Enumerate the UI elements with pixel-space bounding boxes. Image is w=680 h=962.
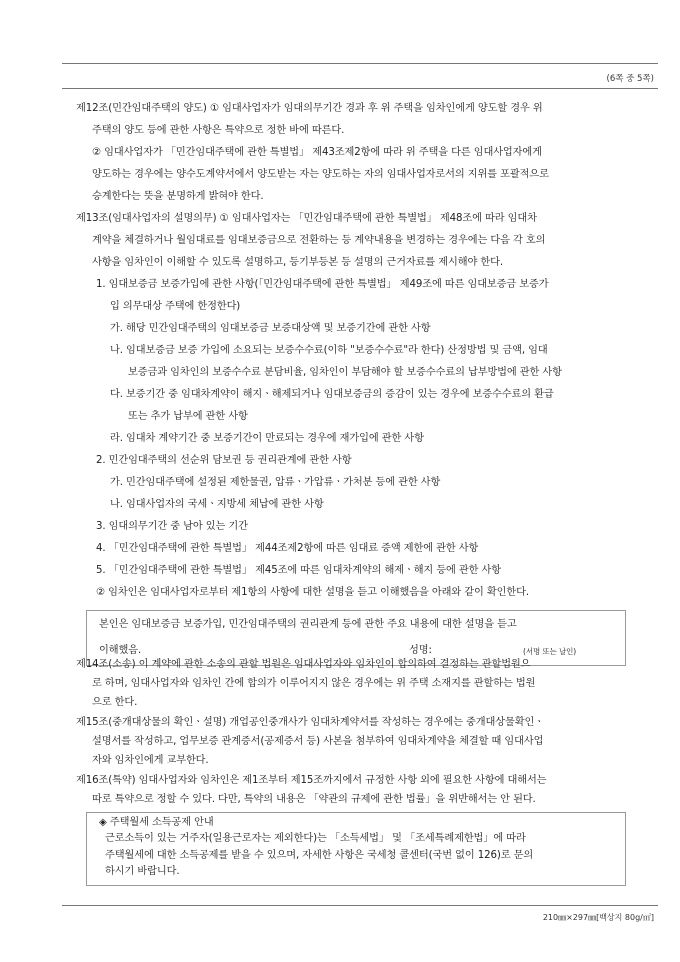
article13-item1-line2: 입 의무대상 주택에 한정한다) — [110, 301, 241, 312]
notice-line3: 하시기 바랍니다. — [105, 866, 180, 877]
article14-line1: 제14조(소송) 이 계약에 관한 소송의 관할 법원은 임대사업자와 임차인이 합의하여 결정하는 관할법원으 — [76, 659, 531, 670]
article15-line2: 설명서를 작성하고, 업무보증 관계증서(공제증서 등) 사본을 첨부하여 임대차계약을 체결할 때 임대사업 — [92, 736, 544, 747]
notice-line1: 근로소득이 있는 거주자(일용근로자는 제외한다)는 「소득세법」 및 「조세특례제한법」에 따라 — [105, 833, 526, 844]
article14-line3: 으로 한다. — [92, 697, 138, 708]
confirm-line1: 본인은 임대보증금 보증가입, 민간임대주택의 권리관계 등에 관한 주요 내용에 대한 설명을 듣고 — [99, 619, 517, 630]
notice-box — [86, 812, 626, 886]
article13-item2-ga: 가. 민간임대주택에 설정된 제한물권, 압류ㆍ가압류ㆍ가처분 등에 관한 사항 — [110, 477, 441, 488]
signature-hint: (서명 또는 날인) — [523, 647, 577, 656]
article13-line1: 제13조(임대사업자의 설명의무) ① 임대사업자는 「민간임대주택에 관한 특별법」 제48조에 따라 임대차 — [76, 213, 537, 224]
article13-item1-da-line2: 또는 추가 납부에 관한 사항 — [128, 411, 248, 422]
article13-item3: 3. 임대의무기간 중 남아 있는 기간 — [96, 521, 248, 532]
article16-line2: 따로 특약으로 정할 수 있다. 다만, 특약의 내용은 「약관의 규제에 관한 법률」을 위반해서는 안 된다. — [92, 794, 536, 805]
article13-item1-line1: 1. 임대보증금 보증가입에 관한 사항(「민간임대주택에 관한 특별법」 제49조에 따른 임대보증금 보증가 — [96, 279, 549, 290]
article13-item5: 5. 「민간임대주택에 관한 특별법」 제45조에 따른 임대차계약의 해제ㆍ해지 등에 관한 사항 — [96, 565, 502, 576]
signature-label: 성명: — [409, 645, 432, 656]
article12-p2-line1: ② 임대사업자가 「민간임대주택에 관한 특별법」 제43조제2항에 따라 위 주택을 다른 임대사업자에게 — [92, 147, 542, 158]
article15-line3: 자와 임차인에게 교부한다. — [92, 755, 209, 766]
article13-item1-da-line1: 다. 보증기간 중 임대차계약이 해지ㆍ해제되거나 임대보증금의 증감이 있는 경우에 보증수수료의 환급 — [110, 389, 554, 400]
notice-title: ◈ 주택월세 소득공제 안내 — [99, 817, 214, 828]
article13-item1-na-line1: 나. 임대보증금 보증 가입에 소요되는 보증수수료(이하 "보증수수료"라 한다) 산정방법 및 금액, 임대 — [110, 345, 548, 356]
article13-item1-ga: 가. 해당 민간임대주택의 임대보증금 보증대상액 및 보증기간에 관한 사항 — [110, 323, 431, 334]
page-indicator: (6쪽 중 5쪽) — [606, 74, 654, 84]
article13-item1-ra: 라. 임대차 계약기간 중 보증기간이 만료되는 경우에 재가입에 관한 사항 — [110, 433, 424, 444]
article13-line3: 사항을 임차인이 이해할 수 있도록 설명하고, 등기부등본 등 설명의 근거자료를 제시해야 한다. — [92, 257, 503, 268]
article12-p1-line1: 제12조(민간임대주택의 양도) ① 임대사업자가 임대의무기간 경과 후 위 주택을 임차인에게 양도할 경우 위 — [76, 103, 543, 114]
article13-p2: ② 임차인은 임대사업자로부터 제1항의 사항에 대한 설명을 듣고 이해했음을 아래와 같이 확인한다. — [96, 587, 529, 598]
article16-line1: 제16조(특약) 임대사업자와 임차인은 제1조부터 제15조까지에서 규정한 사항 외에 필요한 사항에 대해서는 — [76, 775, 547, 786]
article12-p2-line2: 양도하는 경우에는 양수도계약서에서 양도받는 자는 양도하는 자의 임대사업자로서의 지위를 포괄적으로 — [92, 169, 549, 180]
top-rule — [62, 63, 658, 64]
article12-p1-line2: 주택의 양도 등에 관한 사항은 특약으로 정한 바에 따른다. — [92, 125, 345, 136]
article12-p2-line3: 승계한다는 뜻을 분명하게 밝혀야 한다. — [92, 191, 264, 202]
notice-line2: 주택월세에 대한 소득공제를 받을 수 있으며, 자세한 사항은 국세청 콜센터(국번 없이 126)로 문의 — [105, 850, 534, 861]
footer-rule — [62, 905, 658, 906]
article13-line2: 계약을 체결하거나 월임대료를 임대보증금으로 전환하는 등 계약내용을 변경하는 경우에는 다음 각 호의 — [92, 235, 546, 246]
article13-item4: 4. 「민간임대주택에 관한 특별법」 제44조제2항에 따른 임대료 증액 제한에 관한 사항 — [96, 543, 479, 554]
confirm-line2: 이해했음. — [99, 645, 142, 656]
article14-line2: 로 하며, 임대사업자와 임차인 간에 합의가 이루어지지 않은 경우에는 위 주택 소재지를 관할하는 법원 — [92, 678, 536, 689]
header-rule — [62, 88, 658, 89]
article13-item2-na: 나. 임대사업자의 국세ㆍ지방세 체납에 관한 사항 — [110, 499, 324, 510]
article15-line1: 제15조(중개대상물의 확인ㆍ설명) 개업공인중개사가 임대차계약서를 작성하는 경우에는 중개대상물확인ㆍ — [76, 717, 544, 728]
article13-item1-na-line2: 보증금과 임차인의 보증수수료 분담비율, 임차인이 부담해야 할 보증수수료의 납부방법에 관한 사항 — [128, 367, 562, 378]
paper-spec: 210㎜×297㎜[백상지 80g/㎡] — [542, 913, 654, 922]
article13-item2: 2. 민간임대주택의 선순위 담보권 등 권리관계에 관한 사항 — [96, 455, 352, 466]
